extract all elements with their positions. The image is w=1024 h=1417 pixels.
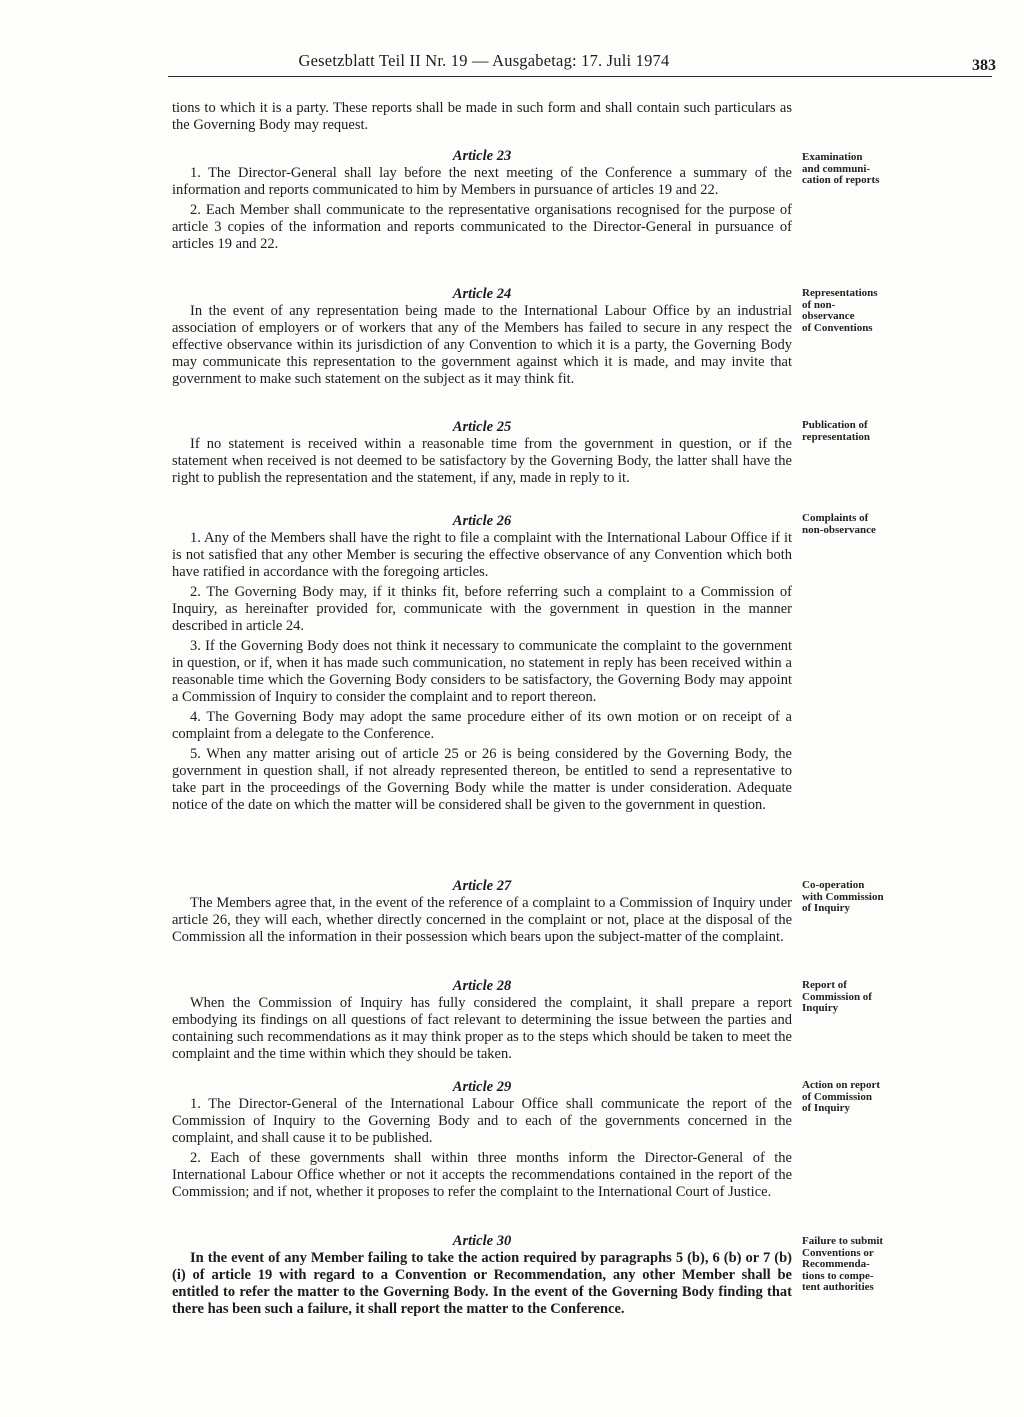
article-title: Article 24 [452, 286, 512, 302]
margin-note-article-30 [802, 1236, 912, 1294]
margin-note-line: of Inquiry [802, 1102, 850, 1114]
margin-note-line: Publication of [802, 419, 868, 431]
margin-note-article-26 [802, 513, 912, 536]
paragraph: 2. Each Member shall communicate to the representative organisations recognised for the purpose of article 3 copies of the information and reports communicated to the Director-General in pursuance of articles 19 and 22. [172, 202, 792, 252]
paragraph: 3. If the Governing Body does not think it necessary to communicate the complaint to the government in question, or if, when it has made such communication, no statement in reply has been received within a reasonable time which the Governing Body considers to be satisfactory, the Governing Body may appoint a Commission of Inquiry to consider the complaint and to report thereon. [172, 638, 792, 705]
article-26 [172, 513, 792, 817]
paragraph: 2. Each of these governments shall within three months inform the Director-General of the International Labour Office whether or not it accepts the recommendations contained in the report of the Commission; and if not, whether it proposes to refer the complaint to the International Court of Justice. [172, 1150, 792, 1200]
margin-note-line: Action on report [802, 1079, 881, 1091]
margin-note-line: Failure to submit [802, 1235, 884, 1247]
paragraph: When the Commission of Inquiry has fully considered the complaint, it shall prepare a report embodying its findings on all questions of fact relevant to determining the issue between the parties and containing such recommendations as it may think proper as to the steps which should be taken to meet the complaint and the time within which they should be taken. [172, 995, 792, 1062]
margin-note-line: Conventions or [802, 1246, 874, 1259]
margin-note-line: Examination [802, 151, 863, 163]
header-rule [168, 76, 992, 77]
intro-continuation [172, 100, 792, 137]
article-title: Article 30 [452, 1233, 512, 1249]
margin-note-line: of Conventions [802, 321, 873, 334]
article-title: Article 23 [452, 148, 512, 164]
article-title: Article 25 [452, 419, 512, 435]
margin-note-line: Report of [802, 979, 847, 991]
article-24 [172, 286, 792, 391]
paragraph: 1. The Director-General shall lay before the next meeting of the Conference a summary of the information and reports communicated to him by Members in pursuance of articles 19 and 22. [172, 165, 792, 198]
margin-note-line: Complaints of [802, 512, 869, 524]
intro-paragraph: tions to which it is a party. These reports shall be made in such form and shall contain such particulars as the Governing Body may request. [172, 100, 792, 133]
article-25 [172, 419, 792, 490]
article-28 [172, 978, 792, 1066]
page-number: 383 [972, 57, 996, 74]
margin-note-article-24 [802, 288, 912, 334]
paragraph: If no statement is received within a reasonable time from the government in question, or if the statement when received is not deemed to be satisfactory by the Governing Body, the latter shall have the right to publish the representation and the statement, if any, made in reply to it. [172, 436, 792, 486]
running-header: Gesetzblatt Teil II Nr. 19 — Ausgabetag: 17. Juli 1974 [298, 51, 670, 70]
margin-note-article-28 [802, 980, 912, 1015]
margin-note-line: of non- [802, 298, 836, 311]
paragraph: 1. The Director-General of the International Labour Office shall communicate the report of the Commission of Inquiry to the Governing Body and to each of the governments concerned in the complaint, and shall cause it to be published. [172, 1096, 792, 1146]
paragraph: 2. The Governing Body may, if it thinks fit, before referring such a complaint to a Commission of Inquiry, as hereinafter provided for, communicate with the government in question in the manner described in article 24. [172, 584, 792, 634]
article-title: Article 28 [452, 978, 512, 994]
margin-note-article-25 [802, 420, 912, 443]
article-title: Article 26 [452, 513, 512, 529]
margin-note-line: tent authorities [802, 1281, 874, 1293]
margin-note-line: tions to compe- [802, 1269, 874, 1282]
margin-note-article-23 [802, 152, 912, 187]
paragraph: The Members agree that, in the event of the reference of a complaint to a Commission of Inquiry under article 26, they will each, whether directly concerned in the complaint or not, place at the disposal of the Commission all the information in their possession which bears upon the subject-matter of the complaint. [172, 895, 792, 945]
margin-note-line: Representations [802, 287, 878, 299]
paragraph: In the event of any Member failing to take the action required by paragraphs 5 (b), 6 (b) or 7 (b) (i) of article 19 with regard to a Convention or Recommendation, any other Member shall be entitled to refer the matter to the Governing Body. In the event of the Governing Body finding that there has been such a failure, it shall report the matter to the Conference. [172, 1250, 792, 1317]
margin-note-line: representation [802, 430, 871, 443]
article-title: Article 27 [452, 878, 512, 894]
margin-note-article-27 [802, 880, 912, 915]
margin-note-line: Inquiry [802, 1002, 839, 1014]
margin-note-line: observance [802, 310, 855, 322]
article-27 [172, 878, 792, 949]
margin-note-line: and communi- [802, 162, 871, 175]
paragraph: 1. Any of the Members shall have the right to file a complaint with the International Labour Office if it is not satisfied that any other Member is securing the effective observance of any Convention which both have ratified in accordance with the foregoing articles. [172, 530, 792, 580]
article-23 [172, 148, 792, 256]
article-30 [172, 1233, 792, 1321]
paragraph: 5. When any matter arising out of article 25 or 26 is being considered by the Governing Body, the government in question shall, if not already represented thereon, be entitled to send a representative to take part in the proceedings of the Governing Body while the matter is under consideration. Adequate notice of the date on which the matter will be considered shall be given to the government in question. [172, 746, 792, 813]
margin-note-line: cation of reports [802, 174, 880, 186]
margin-note-line: of Commission [802, 1090, 872, 1103]
margin-note-line: Co-operation [802, 879, 865, 891]
paragraph: In the event of any representation being made to the International Labour Office by an industrial association of employers or of workers that any of the Members has failed to secure in any respect the effective observance within its jurisdiction of any Convention to which it is a party, the Governing Body may communicate this representation to the government against which it is made, and may invite that government to make such statement on the subject as it may think fit. [172, 303, 792, 387]
margin-note-line: of Inquiry [802, 902, 850, 914]
margin-note-line: non-observance [802, 523, 876, 536]
paragraph: 4. The Governing Body may adopt the same procedure either of its own motion or on receipt of a complaint from a delegate to the Conference. [172, 709, 792, 742]
margin-note-line: with Commission [802, 890, 884, 903]
article-title: Article 29 [452, 1079, 512, 1095]
article-29 [172, 1079, 792, 1204]
margin-note-line: Recommenda- [802, 1258, 870, 1270]
margin-note-article-29 [802, 1080, 912, 1115]
margin-note-line: Commission of [802, 990, 872, 1003]
